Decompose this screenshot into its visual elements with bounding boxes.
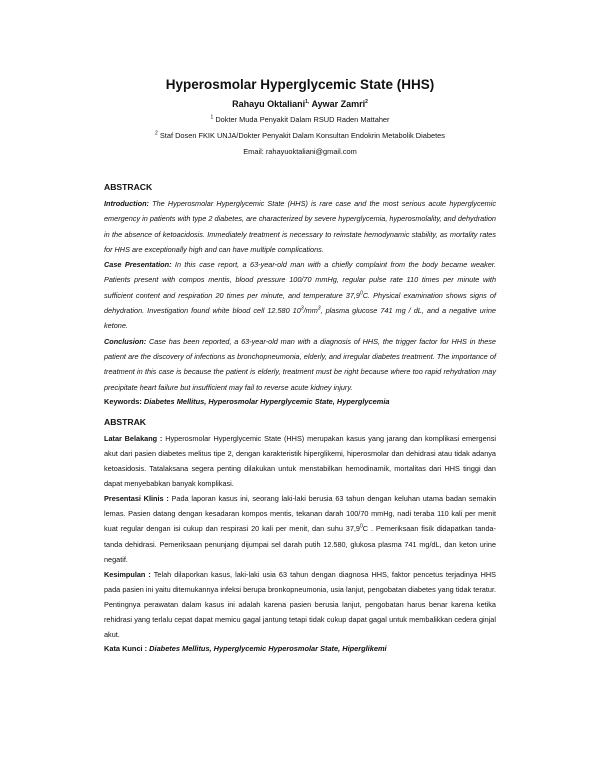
paper-title: Hyperosmolar Hyperglycemic State (HHS) xyxy=(165,77,435,92)
kata-kunci-label: Kata Kunci : xyxy=(104,644,148,654)
superscript: 0 xyxy=(359,290,363,297)
keywords-text: Diabetes Mellitus, Hyperosmolar Hyperglycemic State, Hyperglycemia xyxy=(141,396,390,406)
affiliation-mark: 2 xyxy=(155,130,158,137)
section-text: Pada laporan kasus ini, seorang laki-laki berusia 63 tahun dengan keluhan utama badan semakin lemas. Pasien datang dengan kesadaran kompos mentis, tekanan darah 100/70 mmHg, nadi teraba 110 kali per menit kuat regular dengan isi cukup dan respirasi 20 kali per menit, dan suhu 37,9 xyxy=(104,494,497,534)
section-text: C. Physical examination shows signs of dehydration. Investigation found white blood cell 12.580 10 xyxy=(104,290,496,316)
abstract-conclusion xyxy=(104,334,496,395)
paper-header xyxy=(0,76,600,157)
section-label: Presentasi Klinis : xyxy=(104,494,169,504)
author-name: Rahayu Oktaliani xyxy=(232,99,306,109)
affiliation-text: Staf Dosen FKIK UNJA/Dokter Penyakit Dalam Konsultan Endokrin Metabolik Diabetes xyxy=(157,131,445,140)
section-label: Introduction: xyxy=(104,199,149,208)
author-affiliation-mark: 2 xyxy=(365,99,368,105)
keywords xyxy=(104,395,496,409)
section-label: Case Presentation: xyxy=(104,260,172,270)
section-label: Conclusion: xyxy=(104,336,147,346)
section-text: The Hyperosmolar Hyperglycemic State (HHS) is rare case and the most serious acute hyperglycemic emergency in patients with type 2 diabetes, are characterized by severe hyperglycemia, hyperosmolality, and dehydration in the absence of ketoacidosis. Immediately treatment is necessary to reinstate hemodynamic stability, as mortality rates for HHS are exceptionally high and can have multiple complications. xyxy=(104,199,496,254)
section-text: C . Pemeriksaan fisik didapatkan tanda-tanda dehidrasi. Pemeriksaan penunjang dijumpai sel darah putih 12.580, glukosa plasma 741 mg/dL, dan keton urine negatif. xyxy=(104,524,496,564)
kata-kunci-text: Diabetes Mellitus, Hyperglycemic Hyperosmolar State, Hiperglikemi xyxy=(147,644,387,654)
author-line xyxy=(0,98,600,110)
section-text: In this case report, a 63-year-old man with a chiefly complaint from the body became weaker. Patients present with compos mentis, blood pressure 100/70 mmHg, regular pulse rate 110 times per minute with sufficient content and respiration 20 times per minute, and temperature 37,9 xyxy=(104,260,496,300)
author-affiliation-mark: 1, xyxy=(305,99,310,105)
author-name: Aywar Zamri xyxy=(309,99,366,109)
abstrak-heading: ABSTRAK xyxy=(104,416,147,427)
affiliation-text: Dokter Muda Penyakit Dalam RSUD Raden Mattaher xyxy=(213,115,390,124)
section-label: Kesimpulan : xyxy=(104,569,151,579)
affiliation-mark: 1 xyxy=(210,114,214,121)
abstrak-latar-belakang xyxy=(104,431,496,491)
section-text: /mm xyxy=(303,306,318,316)
abstrak-presentasi-klinis xyxy=(104,491,496,566)
abstract-indonesian xyxy=(104,417,496,656)
affiliation-2 xyxy=(0,131,600,141)
author-email: Email: rahayuoktaliani@gmail.com xyxy=(243,147,357,156)
superscript: 3 xyxy=(317,305,321,312)
abstract-heading: ABSTRACK xyxy=(104,182,153,192)
abstract-introduction xyxy=(104,196,496,257)
affiliation-1 xyxy=(0,115,600,125)
abstrak-kesimpulan xyxy=(104,567,496,642)
section-text: , plasma glucose 741 mg / dL, and a negative urine ketone. xyxy=(104,306,496,331)
kata-kunci xyxy=(104,642,496,656)
superscript: 0 xyxy=(360,524,363,530)
section-text: Case has been reported, a 63-year-old man with a diagnosis of HHS, the trigger factor for HHS in these patient are the discovery of infections as bronchopneumonia, elderly, and irregular diabetes treatment. The importance of treatment in this case is because the patient is elderly, treatment must be right because where too rapid rehydration may precipitate heart failure but insufficient may fail to reverse acute kidney injury. xyxy=(104,336,496,392)
abstract-english xyxy=(104,182,496,409)
superscript: 3 xyxy=(300,305,304,312)
section-label: Latar Belakang : xyxy=(104,433,163,443)
section-text: Telah dilaporkan kasus, laki-laki usia 63 tahun dengan diagnosa HHS, faktor pencetus terjadinya HHS pada pasien ini yaitu ditemukannya infeksi berupa bronkopneumonia, usia lanjut, pengobatan diabetes yang tidak teratur. Pentingnya perawatan dalam kasus ini adalah karena pasien berusia lanjut, pengobatan harus benar karena ketika rehidrasi yang terlalu cepat dapat memicu gagal jantung tetapi tidak cukup dapat gagal untuk membalikkan cedera ginjal akut. xyxy=(104,569,496,640)
keywords-label: Keywords: xyxy=(104,396,142,406)
section-text: Hyperosmolar Hyperglycemic State (HHS) merupakan kasus yang jarang dan komplikasi emergensi akut dari pasien diabetes melitus tipe 2, dengan karakteristik hiperglikemi, hiperosmolar dan dehidrasi atau tidak adanya ketoasidosis. Tatalaksana segera penting dilakukan untuk menstabilkan hemodinamik, mortalitas dari HHS tinggi dan dapat menyebabkan banyak komplikasi. xyxy=(104,433,496,489)
abstract-case-presentation xyxy=(104,257,496,333)
paper-body xyxy=(104,182,496,656)
